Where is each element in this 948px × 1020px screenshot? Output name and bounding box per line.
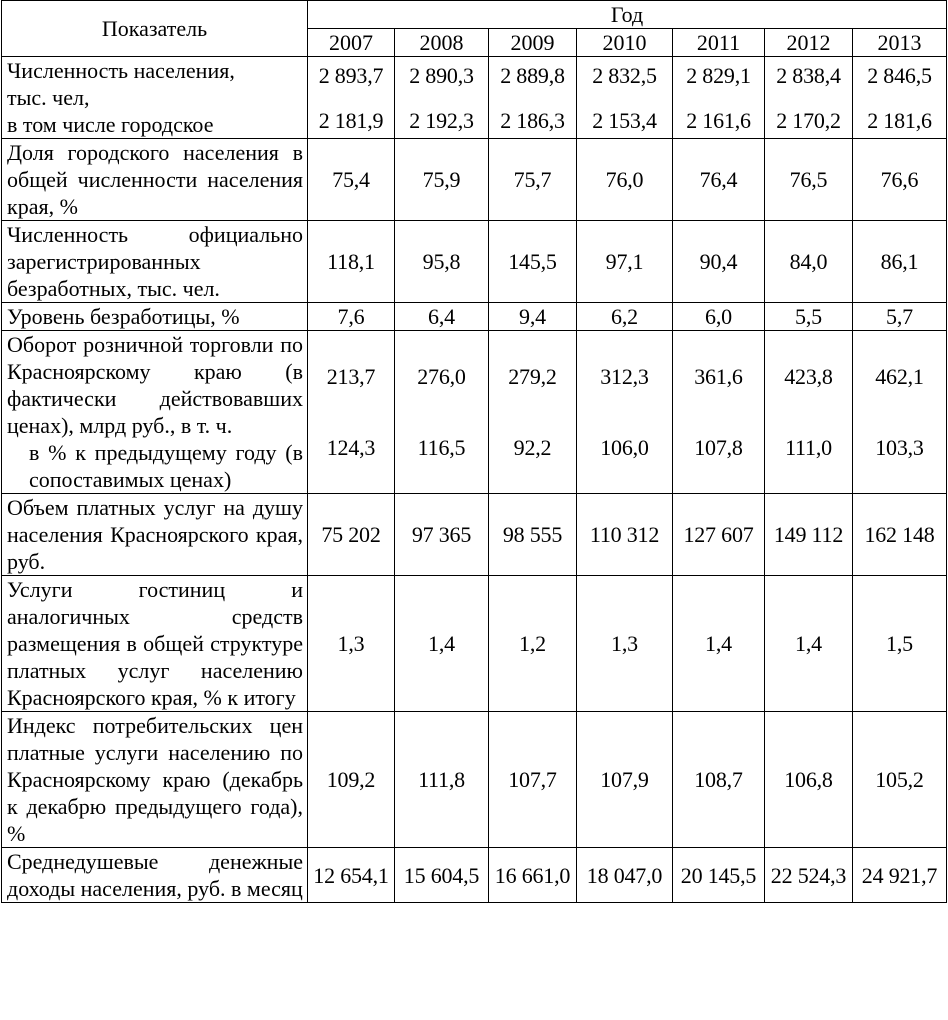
row-label: Уровень безработицы, % — [2, 303, 308, 331]
value-cell: 15 604,5 — [395, 848, 489, 903]
value-cell: 1,3 — [577, 576, 673, 712]
statistics-table — [1, 0, 947, 903]
value: 2 893,7 — [318, 62, 384, 88]
row-label: Среднедушевые денежные доходы населения, руб. в месяц — [2, 848, 308, 903]
value-cell: 75,7 — [489, 139, 577, 221]
value-cell: 5,7 — [853, 303, 947, 331]
value-cell: 106,8 — [765, 712, 853, 848]
sub-value: 107,8 — [694, 435, 743, 460]
value-cell: 20 145,5 — [673, 848, 765, 903]
sub-value: 2 153,4 — [592, 107, 657, 133]
value-cell: 97,1 — [577, 221, 673, 303]
value: 2 838,4 — [776, 62, 841, 88]
value: 361,6 — [694, 364, 743, 389]
value-cell — [489, 57, 577, 139]
row-label-line: Численность населения, — [7, 58, 235, 83]
table-row — [2, 848, 947, 903]
sub-value: 124,3 — [326, 435, 376, 460]
row-label: Индекс потребительских цен платные услуги населению по Красноярскому краю (декабрь к декабрю предыдущего года), % — [2, 712, 308, 848]
value: 276,0 — [417, 364, 466, 389]
value-cell: 75,4 — [308, 139, 395, 221]
value-cell: 5,5 — [765, 303, 853, 331]
value-cell: 75 202 — [308, 494, 395, 576]
sub-value: 2 186,3 — [500, 107, 565, 133]
value-cell: 76,5 — [765, 139, 853, 221]
row-label: Численность официально зарегистрированных безработных, тыс. чел. — [2, 221, 308, 303]
value-cell: 162 148 — [853, 494, 947, 576]
value-cell: 109,2 — [308, 712, 395, 848]
value-cell: 98 555 — [489, 494, 577, 576]
value: 2 889,8 — [500, 62, 565, 88]
value-cell: 86,1 — [853, 221, 947, 303]
value-cell: 76,6 — [853, 139, 947, 221]
value-cell: 97 365 — [395, 494, 489, 576]
year-header: 2012 — [765, 29, 853, 57]
row-label — [2, 57, 308, 139]
row-label: Услуги гостиниц и аналогичных средств размещения в общей структуре платных услуг населению Красноярского края, % к итогу — [2, 576, 308, 712]
sub-value: 2 181,6 — [867, 107, 932, 133]
value: 2 846,5 — [867, 62, 932, 88]
table-row — [2, 576, 947, 712]
table-row — [2, 139, 947, 221]
value-cell: 24 921,7 — [853, 848, 947, 903]
value-cell: 111,8 — [395, 712, 489, 848]
value: 2 829,1 — [686, 62, 751, 88]
value-cell — [577, 331, 673, 494]
value-cell: 1,4 — [765, 576, 853, 712]
value-cell: 75,9 — [395, 139, 489, 221]
row-label — [2, 331, 308, 494]
value-cell — [395, 57, 489, 139]
year-header: 2013 — [853, 29, 947, 57]
row-label-line: в том числе городское — [7, 112, 214, 137]
value: 213,7 — [326, 364, 376, 389]
value-cell: 1,4 — [673, 576, 765, 712]
row-label: Доля городского населения в общей численности населения края, % — [2, 139, 308, 221]
value-cell: 6,4 — [395, 303, 489, 331]
value-cell: 1,5 — [853, 576, 947, 712]
sub-value: 92,2 — [513, 435, 552, 460]
value-cell: 16 661,0 — [489, 848, 577, 903]
sub-value: 103,3 — [875, 435, 924, 460]
value: 279,2 — [508, 364, 557, 389]
sub-value: 111,0 — [785, 435, 832, 460]
value-cell: 149 112 — [765, 494, 853, 576]
value-cell — [308, 331, 395, 494]
value-cell: 107,7 — [489, 712, 577, 848]
value: 423,8 — [784, 364, 833, 389]
indicator-header: Показатель — [2, 1, 308, 57]
year-header: 2010 — [577, 29, 673, 57]
value-cell: 7,6 — [308, 303, 395, 331]
value-cell: 105,2 — [853, 712, 947, 848]
value-cell: 84,0 — [765, 221, 853, 303]
value-cell: 22 524,3 — [765, 848, 853, 903]
value-cell: 18 047,0 — [577, 848, 673, 903]
sub-value: 116,5 — [417, 435, 466, 460]
value-cell: 12 654,1 — [308, 848, 395, 903]
value: 312,3 — [600, 364, 649, 389]
value-cell: 95,8 — [395, 221, 489, 303]
value-cell — [395, 331, 489, 494]
value-cell: 76,0 — [577, 139, 673, 221]
sub-value: 2 170,2 — [776, 107, 841, 133]
sub-value: 106,0 — [600, 435, 649, 460]
year-header: 2007 — [308, 29, 395, 57]
value-cell: 118,1 — [308, 221, 395, 303]
year-header: 2008 — [395, 29, 489, 57]
value-cell — [577, 57, 673, 139]
value: 2 832,5 — [592, 62, 657, 88]
row-label-line: тыс. чел, — [7, 85, 90, 110]
row-label: Объем платных услуг на душу населения Красноярского края, руб. — [2, 494, 308, 576]
table-body — [2, 57, 947, 903]
value-cell: 9,4 — [489, 303, 577, 331]
value-cell: 127 607 — [673, 494, 765, 576]
value-cell: 6,0 — [673, 303, 765, 331]
value-cell — [673, 331, 765, 494]
table-row — [2, 221, 947, 303]
value-cell: 90,4 — [673, 221, 765, 303]
value-cell — [765, 57, 853, 139]
table-header — [2, 1, 947, 57]
year-header: 2011 — [673, 29, 765, 57]
table-row — [2, 57, 947, 139]
value-cell: 76,4 — [673, 139, 765, 221]
value-cell: 1,4 — [395, 576, 489, 712]
value: 462,1 — [875, 364, 924, 389]
value-cell: 1,2 — [489, 576, 577, 712]
value: 2 890,3 — [409, 62, 474, 88]
value-cell: 145,5 — [489, 221, 577, 303]
value-cell: 6,2 — [577, 303, 673, 331]
value-cell: 108,7 — [673, 712, 765, 848]
table-row — [2, 712, 947, 848]
year-header: 2009 — [489, 29, 577, 57]
value-cell — [308, 57, 395, 139]
sub-value: 2 161,6 — [686, 107, 751, 133]
value-cell — [765, 331, 853, 494]
sub-value: 2 181,9 — [318, 107, 384, 133]
sub-value: 2 192,3 — [409, 107, 474, 133]
value-cell — [853, 331, 947, 494]
table-row — [2, 303, 947, 331]
value-cell: 110 312 — [577, 494, 673, 576]
value-cell: 1,3 — [308, 576, 395, 712]
value-cell: 107,9 — [577, 712, 673, 848]
row-label-main: Оборот розничной торговли по Красноярскому краю (в фактически действовавших ценах), млрд руб., в т. ч. — [7, 332, 303, 438]
year-group-header: Год — [308, 1, 947, 29]
value-cell — [489, 331, 577, 494]
table-row — [2, 331, 947, 494]
value-cell — [853, 57, 947, 139]
table-row — [2, 494, 947, 576]
row-label-sub: в % к предыдущему году (в сопоставимых ценах) — [29, 440, 303, 492]
value-cell — [673, 57, 765, 139]
